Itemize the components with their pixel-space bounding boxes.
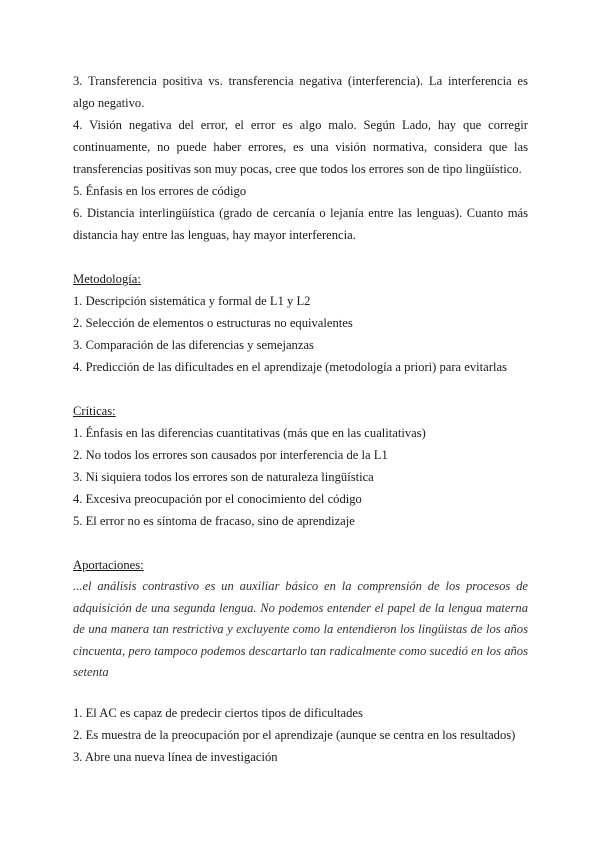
top-item-4: 4. Visión negativa del error, el error es algo malo. Según Lado, hay que corregir continuamente, no puede haber errores, es una visión normativa, considera que las transferencias positivas son muy pocas, cree que todos los errores son de tipo lingüístico. [73, 118, 528, 176]
criticas-item-3: 3. Ni siquiera todos los errores son de naturaleza lingüística [73, 470, 374, 484]
top-item-3: 3. Transferencia positiva vs. transferencia negativa (interferencia). La interferencia es algo negativo. [73, 74, 528, 110]
spacer [73, 246, 528, 268]
page-content [73, 70, 528, 768]
spacer [73, 378, 528, 400]
spacer [73, 532, 528, 554]
metodologia-item-3: 3. Comparación de las diferencias y semejanzas [73, 338, 314, 352]
metodologia-item-1: 1. Descripción sistemática y formal de L1 y L2 [73, 294, 311, 308]
criticas-item-2: 2. No todos los errores son causados por interferencia de la L1 [73, 448, 388, 462]
metodologia-item-4: 4. Predicción de las dificultades en el aprendizaje (metodología a priori) para evitarlas [73, 360, 507, 374]
aportaciones-item-1: 1. El AC es capaz de predecir ciertos tipos de dificultades [73, 705, 363, 720]
criticas-item-4: 4. Excesiva preocupación por el conocimiento del código [73, 492, 362, 506]
top-item-6: 6. Distancia interlingüística (grado de cercanía o lejanía entre las lenguas). Cuanto más distancia hay entre las lenguas, hay mayor interferencia. [73, 206, 528, 242]
metodologia-heading: Metodología: [73, 272, 141, 286]
aportaciones-item-2: 2. Es muestra de la preocupación por el aprendizaje (aunque se centra en los resultados) [73, 727, 516, 742]
spacer [73, 684, 528, 702]
metodologia-item-2: 2. Selección de elementos o estructuras no equivalentes [73, 316, 353, 330]
criticas-item-5: 5. El error no es síntoma de fracaso, sino de aprendizaje [73, 514, 355, 528]
aportaciones-quote: ...el análisis contrastivo es un auxiliar básico en la comprensión de los procesos de adquisición de una segunda lengua. No podemos entender el papel de la lengua materna de una manera tan restrictiva y excluyente como la entendieron los lingüistas de los años cincuenta, pero tampoco podemos descartarlo tan radicalmente como sucedió en los años setenta [73, 579, 528, 679]
aportaciones-heading: Aportaciones: [73, 558, 144, 572]
aportaciones-item-3: 3. Abre una nueva línea de investigación [73, 749, 278, 764]
criticas-item-1: 1. Énfasis en las diferencias cuantitativas (más que en las cualitativas) [73, 426, 426, 440]
criticas-heading: Críticas: [73, 404, 116, 418]
top-item-5: 5. Énfasis en los errores de código [73, 184, 247, 198]
